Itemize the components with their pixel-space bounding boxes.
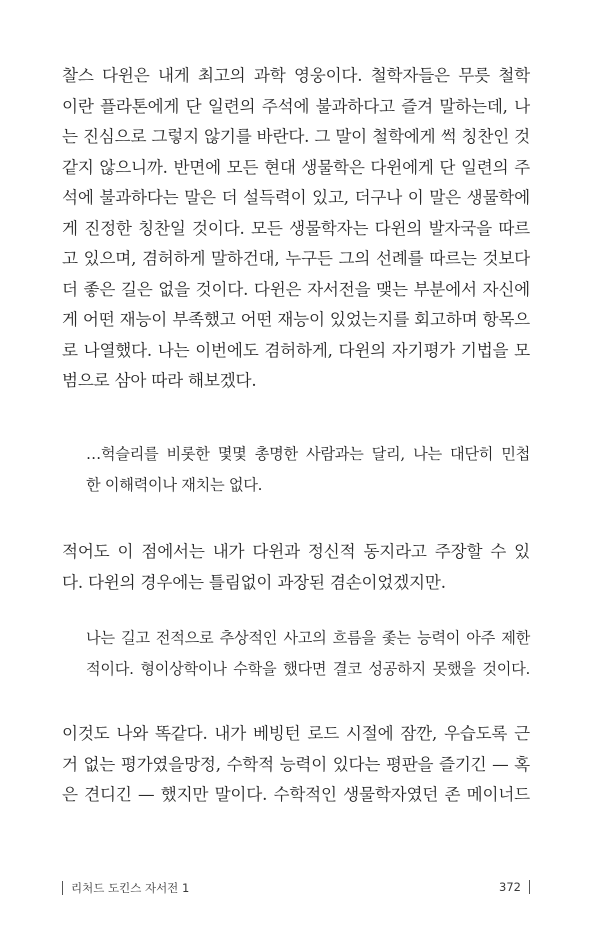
text-line: 게 진정한 칭찬일 것이다. 모든 생물학자는 다윈의 발자국을 따르	[62, 218, 530, 238]
footer-left	[62, 880, 189, 896]
text-line: 석에 불과하다는 말은 더 설득력이 있고, 더구나 이 말은 생물학에	[62, 188, 530, 207]
page-number: 372	[499, 880, 521, 894]
text-line: 거 없는 평가였을망정, 수학적 능력이 있다는 평판을 즐기긴 — 혹	[62, 754, 530, 774]
paragraph-2	[62, 537, 530, 598]
book-title: 리처드 도킨스 자서전 1	[71, 881, 190, 895]
text-line: 더 좋은 길은 없을 것이다. 다윈은 자서전을 맺는 부분에서 자신에	[62, 279, 530, 299]
text-line: 는 진심으로 그렇지 않기를 바란다. 그 말이 철학에게 썩 칭찬인 것	[62, 127, 530, 146]
text-line: 같지 않으니까. 반면에 모든 현대 생물학은 다윈에게 단 일련의 주	[62, 157, 530, 177]
text-line: 게 어떤 재능이 부족했고 어떤 재능이 있었는지를 회고하며 항목으	[62, 310, 530, 329]
block-quote-1	[86, 439, 530, 501]
text-line: 찰스 다윈은 내게 최고의 과학 영웅이다. 철학자들은 무릇 철학	[62, 66, 530, 85]
text-line: 이것도 나와 똑같다. 내가 베빙턴 로드 시절에 잠깐, 우습도록 근	[62, 724, 530, 743]
page-footer	[62, 880, 530, 902]
footer-divider	[62, 881, 63, 895]
text-line: 범으로 삼아 따라 해보겠다.	[62, 371, 257, 390]
quote-line: 한 이해력이나 재치는 없다.	[86, 476, 263, 494]
block-quote-2	[86, 623, 530, 685]
text-line: 적어도 이 점에서는 내가 다윈과 정신적 동지라고 주장할 수 있	[62, 542, 530, 561]
text-line: 이란 플라톤에게 단 일련의 주석에 불과하다고 즐겨 말하는데, 나	[62, 96, 530, 116]
text-line: 로 나열했다. 나는 이번에도 겸허하게, 다윈의 자기평가 기법을 모	[62, 340, 530, 360]
paragraph-1	[62, 61, 530, 397]
text-line: 은 견디긴 — 했지만 말이다. 수학적인 생물학자였던 존 메이너드	[62, 785, 530, 804]
quote-line: 적이다. 형이상학이나 수학을 했다면 결코 성공하지 못했을 것이다.	[86, 660, 530, 678]
quote-line: 나는 길고 전적으로 추상적인 사고의 흐름을 좇는 능력이 아주 제한	[86, 629, 530, 647]
footer-divider	[529, 880, 530, 894]
footer-right	[499, 880, 530, 894]
text-line: 고 있으며, 겸허하게 말하건대, 누구든 그의 선례를 따르는 것보다	[62, 249, 530, 268]
text-line: 다. 다윈의 경우에는 틀림없이 과장된 겸손이었겠지만.	[62, 572, 446, 592]
quote-line: …헉슬리를 비롯한 몇몇 총명한 사람과는 달리, 나는 대단히 민첩	[86, 445, 530, 463]
paragraph-3	[62, 719, 530, 811]
